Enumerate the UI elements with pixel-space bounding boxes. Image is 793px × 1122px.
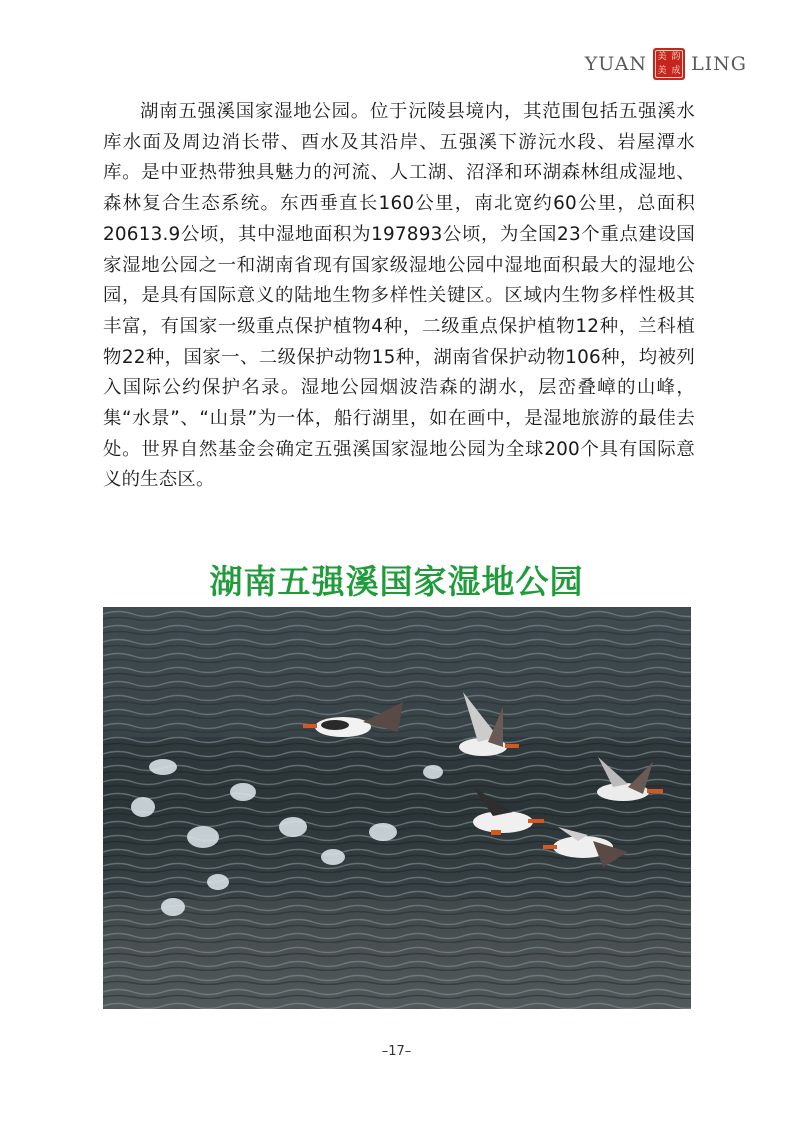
seal-char: 美 bbox=[657, 66, 667, 76]
logo-word-right: LING bbox=[691, 53, 747, 75]
seal-icon bbox=[653, 48, 685, 80]
logo-word-left: YUAN bbox=[584, 53, 648, 75]
wetland-photo bbox=[103, 607, 691, 1009]
section-title: 湖南五强溪国家湿地公园 bbox=[209, 562, 584, 601]
header-logo bbox=[585, 46, 747, 82]
seal-char: 成 bbox=[671, 66, 681, 76]
page-number: –17– bbox=[381, 1044, 412, 1059]
seal-char: 韵 bbox=[671, 52, 681, 62]
seal-char: 美 bbox=[657, 52, 667, 62]
article-paragraph: 湖南五强溪国家湿地公园。位于沅陵县境内，其范围包括五强溪水库水面及周边消长带、酉水及其沿岸、五强溪下游沅水段、岩屋潭水库。是中亚热带独具魅力的河流、人工湖、沼泽和环湖森林组成湿地、森林复合生态系统。东西垂直长160公里，南北宽约60公里，总面积20613.9公顷，其中湿地面积为197893公顷，为全国23个重点建设国家湿地公园之一和湖南省现有国家级湿地公园中湿地面积最大的湿地公园，是具有国际意义的陆地生物多样性关键区。区域内生物多样性极其丰富，有国家一级重点保护植物4种，二级重点保护植物12种，兰科植物22种，国家一、二级保护动物15种，湖南省保护动物106种，均被列入国际公约保护名录。湿地公园烟波浩森的湖水，层峦叠嶂的山峰，集“水景”、“山景”为一体，船行湖里，如在画中，是湿地旅游的最佳去处。世界自然基金会确定五强溪国家湿地公园为全球200个具有国际意义的生态区。 bbox=[103, 101, 695, 491]
